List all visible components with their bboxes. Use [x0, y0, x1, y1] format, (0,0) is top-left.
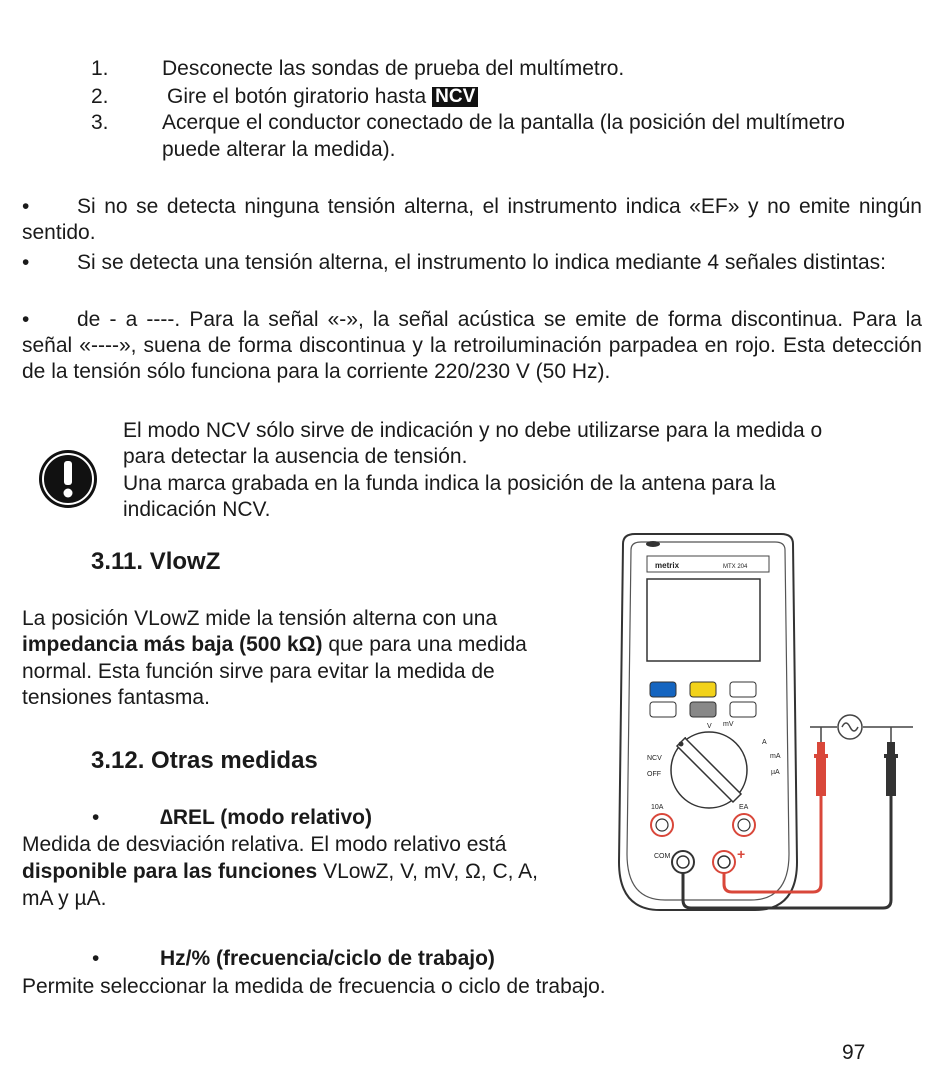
warning-line: El modo NCV sólo sirve de indicación y no debe utilizarse para la medida o	[123, 419, 823, 442]
multimeter-illustration	[605, 532, 940, 917]
bullet-symbol: •	[92, 947, 100, 970]
model-label: MTX 204	[723, 564, 748, 570]
bullet-symbol: •	[22, 195, 30, 218]
bullet-paragraph	[22, 250, 922, 276]
ac-source-icon	[838, 715, 862, 739]
step-number: 2.	[91, 85, 109, 108]
paragraph-text: que para una medida	[322, 633, 527, 656]
warning-line: indicación NCV.	[123, 498, 271, 521]
ncv-dial-symbol: NCV	[432, 87, 478, 107]
dial-label-a: A	[762, 739, 767, 746]
paragraph-line: mA y µA.	[22, 887, 107, 910]
step-number: 1.	[91, 57, 109, 80]
function-button	[650, 702, 676, 717]
bullet-symbol: •	[22, 251, 30, 274]
red-probe	[814, 742, 828, 796]
gray-button	[690, 702, 716, 717]
blue-button	[650, 682, 676, 697]
function-button	[730, 682, 756, 697]
jack-voltage	[713, 851, 735, 873]
dial-label-v: V	[707, 723, 712, 730]
step-text: Acerque el conductor conectado de la pantalla (la posición del multímetro	[162, 111, 845, 134]
jack-label-10a: 10A	[651, 804, 664, 811]
warning-line: para detectar la ausencia de tensión.	[123, 445, 468, 468]
lcd-screen	[647, 579, 760, 661]
bold-text: disponible para las funciones	[22, 860, 318, 883]
jack-10a	[651, 814, 673, 836]
section-heading-other-measures: 3.12. Otras medidas	[91, 747, 318, 774]
step-text: Desconecte las sondas de prueba del multímetro.	[162, 57, 625, 80]
dial-label-ua: µA	[771, 769, 780, 776]
yellow-button	[690, 682, 716, 697]
dial-label-off: OFF	[647, 771, 661, 778]
paragraph-line	[22, 859, 538, 885]
paragraph-line	[22, 632, 527, 658]
bold-text: impedancia más baja (500 kΩ)	[22, 633, 323, 656]
paragraph-text: VLowZ, V, mV, Ω, C, A,	[317, 860, 538, 883]
exclamation-warning-icon	[37, 448, 99, 510]
rotary-dial	[671, 732, 747, 808]
dial-label-mv: mV	[723, 721, 734, 728]
dial-label-ma: mA	[770, 753, 781, 760]
dial-label-ncv: NCV	[647, 755, 662, 762]
antenna-mark	[646, 541, 660, 547]
page-number: 97	[842, 1041, 866, 1064]
paragraph-line: Permite seleccionar la medida de frecuencia o ciclo de trabajo.	[22, 975, 606, 998]
paragraph-line: normal. Esta función sirve para evitar la medida de	[22, 660, 495, 683]
step-text-cont: puede alterar la medida).	[162, 138, 396, 161]
brand-label: metrix	[655, 561, 680, 570]
bullet-symbol: •	[92, 806, 100, 829]
section-heading-vlowz: 3.11. VlowZ	[91, 548, 221, 575]
paragraph-line: tensiones fantasma.	[22, 686, 210, 709]
bullet-paragraph	[22, 194, 922, 246]
jack-label-ua-ma: EA	[739, 804, 749, 811]
black-probe	[884, 742, 898, 796]
bullet-text: de - a ----. Para la señal «-», la señal acústica se emite de forma discontinua. Para la señal «----», suena de forma discontinua y la retroiluminación parpadea en rojo. Esta detección de la tensión sólo funciona para la corriente 220/230 V (50 Hz).	[22, 308, 922, 383]
bullet-text: Si no se detecta ninguna tensión alterna, el instrumento indica «EF» y no emite ningún sentido.	[22, 195, 922, 244]
jack-label-com: COM	[654, 853, 671, 860]
jack-com	[672, 851, 694, 873]
plus-symbol: +	[737, 846, 746, 862]
function-button	[730, 702, 756, 717]
step-text-body: Gire el botón giratorio hasta	[167, 85, 427, 108]
warning-line: Una marca grabada en la funda indica la posición de la antena para la	[123, 472, 776, 495]
bullet-symbol: •	[22, 308, 30, 331]
bullet-paragraph	[22, 307, 922, 385]
hz-label: Hz/% (frecuencia/ciclo de trabajo)	[160, 947, 495, 970]
paragraph-line: Medida de desviación relativa. El modo relativo está	[22, 833, 507, 856]
bullet-text: Si se detecta una tensión alterna, el instrumento lo indica mediante 4 señales distintas:	[77, 251, 886, 274]
step-number: 3.	[91, 111, 109, 134]
rel-mode-label: ∆REL (modo relativo)	[160, 806, 372, 829]
step-text	[167, 84, 927, 110]
paragraph-line: La posición VLowZ mide la tensión alterna con una	[22, 607, 498, 630]
jack-ua-ma	[733, 814, 755, 836]
